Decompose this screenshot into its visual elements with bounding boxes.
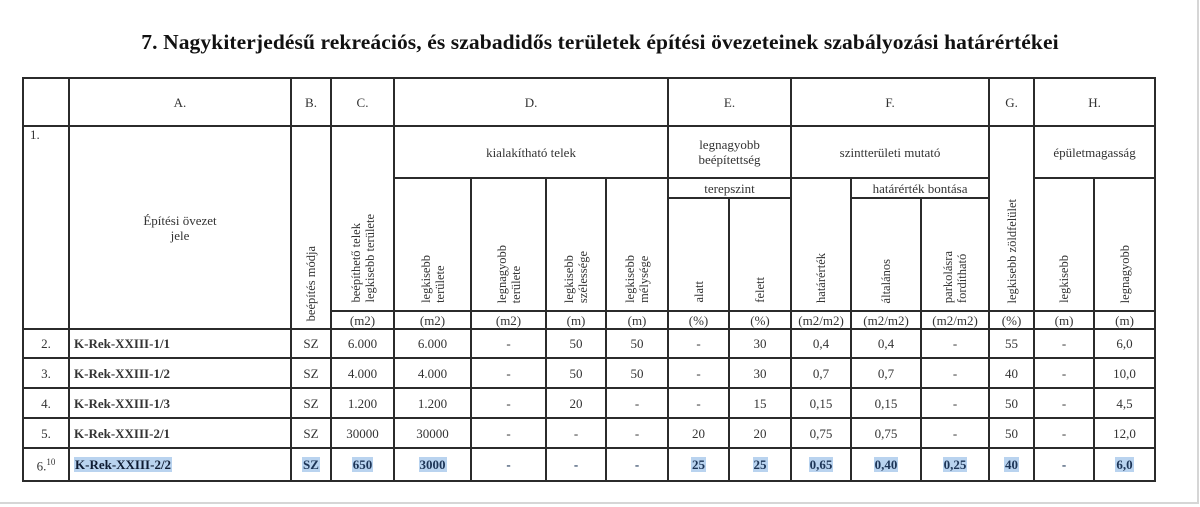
header-f-group: szintterületi mutató bbox=[791, 126, 989, 178]
f-general: 0,40 bbox=[851, 448, 921, 481]
header-d-min-depth: legkisebb mélysége bbox=[606, 178, 668, 311]
f-limit: 0,7 bbox=[791, 358, 851, 388]
d-min-depth: 50 bbox=[606, 329, 668, 358]
f-general: 0,7 bbox=[851, 358, 921, 388]
row-number: 4. bbox=[23, 388, 69, 418]
d-max-area: - bbox=[471, 329, 546, 358]
e-above: 30 bbox=[729, 358, 791, 388]
g-green: 50 bbox=[989, 418, 1034, 448]
unit-h2: (m) bbox=[1094, 311, 1155, 329]
d-min-depth: - bbox=[606, 388, 668, 418]
header-e-group: legnagyobb beépítettség bbox=[668, 126, 791, 178]
d-max-area: - bbox=[471, 358, 546, 388]
col-letter-h: H. bbox=[1034, 78, 1155, 126]
unit-e2: (%) bbox=[729, 311, 791, 329]
d-min-width: 50 bbox=[546, 358, 606, 388]
d-min-width: 20 bbox=[546, 388, 606, 418]
unit-d2: (m2) bbox=[471, 311, 546, 329]
d-min-width: 50 bbox=[546, 329, 606, 358]
unit-g: (%) bbox=[989, 311, 1034, 329]
e-above: 20 bbox=[729, 418, 791, 448]
c-min-area: 30000 bbox=[331, 418, 394, 448]
d-min-depth: 50 bbox=[606, 358, 668, 388]
build-mode: SZ bbox=[291, 418, 331, 448]
row-number: 5. bbox=[23, 418, 69, 448]
header-h-min: legkisebb bbox=[1034, 178, 1094, 311]
g-green: 50 bbox=[989, 388, 1034, 418]
h-min: - bbox=[1034, 418, 1094, 448]
f-limit: 0,15 bbox=[791, 388, 851, 418]
h-max: 6,0 bbox=[1094, 448, 1155, 481]
header-row-number: 1. bbox=[23, 126, 69, 329]
h-min: - bbox=[1034, 358, 1094, 388]
col-letter-g: G. bbox=[989, 78, 1034, 126]
corner-cell bbox=[23, 78, 69, 126]
d-min-width: - bbox=[546, 448, 606, 481]
header-f-limit: határérték bbox=[791, 178, 851, 311]
build-mode: SZ bbox=[291, 448, 331, 481]
d-min-area: 30000 bbox=[394, 418, 471, 448]
f-parking: - bbox=[921, 329, 989, 358]
h-max: 12,0 bbox=[1094, 418, 1155, 448]
d-min-area: 4.000 bbox=[394, 358, 471, 388]
build-mode: SZ bbox=[291, 358, 331, 388]
e-below: - bbox=[668, 329, 729, 358]
d-max-area: - bbox=[471, 448, 546, 481]
header-h-max: legnagyobb bbox=[1094, 178, 1155, 311]
e-above: 25 bbox=[729, 448, 791, 481]
g-green: 55 bbox=[989, 329, 1034, 358]
table-row bbox=[23, 358, 1155, 388]
regulation-table bbox=[22, 77, 1156, 482]
document-title: 7. Nagykiterjedésű rekreációs, és szabadidős területek építési övezeteinek szabályozási határértékei bbox=[141, 30, 1059, 54]
row-number: 3. bbox=[23, 358, 69, 388]
e-below: 20 bbox=[668, 418, 729, 448]
header-d-min-width: legkisebb szélessége bbox=[546, 178, 606, 311]
column-letter-row bbox=[23, 78, 1155, 126]
header-e-below: alatt bbox=[668, 198, 729, 311]
header-e-above: felett bbox=[729, 198, 791, 311]
table-row bbox=[23, 329, 1155, 358]
h-max: 4,5 bbox=[1094, 388, 1155, 418]
zone-code: K-Rek-XXIII-1/2 bbox=[69, 358, 291, 388]
unit-f2: (m2/m2) bbox=[851, 311, 921, 329]
unit-f1: (m2/m2) bbox=[791, 311, 851, 329]
col-letter-b: B. bbox=[291, 78, 331, 126]
col-letter-f: F. bbox=[791, 78, 989, 126]
d-min-area: 1.200 bbox=[394, 388, 471, 418]
unit-d1: (m2) bbox=[394, 311, 471, 329]
h-max: 10,0 bbox=[1094, 358, 1155, 388]
build-mode: SZ bbox=[291, 388, 331, 418]
f-parking: - bbox=[921, 358, 989, 388]
table-row-selected bbox=[23, 448, 1155, 481]
unit-c: (m2) bbox=[331, 311, 394, 329]
header-build-mode: beépítés módja bbox=[291, 126, 331, 329]
e-below: - bbox=[668, 388, 729, 418]
f-limit: 0,65 bbox=[791, 448, 851, 481]
d-min-width: - bbox=[546, 418, 606, 448]
h-max: 6,0 bbox=[1094, 329, 1155, 358]
header-d-group: kialakítható telek bbox=[394, 126, 668, 178]
header-row bbox=[23, 126, 1155, 178]
d-max-area: - bbox=[471, 418, 546, 448]
d-min-depth: - bbox=[606, 418, 668, 448]
d-min-area: 3000 bbox=[394, 448, 471, 481]
g-green: 40 bbox=[989, 448, 1034, 481]
header-c-min-area: beépíthető telek legkisebb területe bbox=[331, 126, 394, 311]
header-f-general: általános bbox=[851, 198, 921, 311]
c-min-area: 4.000 bbox=[331, 358, 394, 388]
e-below: 25 bbox=[668, 448, 729, 481]
h-min: - bbox=[1034, 329, 1094, 358]
g-green: 40 bbox=[989, 358, 1034, 388]
c-min-area: 650 bbox=[331, 448, 394, 481]
f-general: 0,15 bbox=[851, 388, 921, 418]
f-parking: - bbox=[921, 418, 989, 448]
c-min-area: 1.200 bbox=[331, 388, 394, 418]
f-parking: 0,25 bbox=[921, 448, 989, 481]
header-d-min-area: legkisebb területe bbox=[394, 178, 471, 311]
zone-code: K-Rek-XXIII-1/1 bbox=[69, 329, 291, 358]
header-h-group: épületmagasság bbox=[1034, 126, 1155, 178]
f-limit: 0,75 bbox=[791, 418, 851, 448]
build-mode: SZ bbox=[291, 329, 331, 358]
zone-code: K-Rek-XXIII-2/2 bbox=[69, 448, 291, 481]
row-number: 2. bbox=[23, 329, 69, 358]
f-general: 0,75 bbox=[851, 418, 921, 448]
table-row bbox=[23, 388, 1155, 418]
zone-code: K-Rek-XXIII-1/3 bbox=[69, 388, 291, 418]
h-min: - bbox=[1034, 388, 1094, 418]
f-limit: 0,4 bbox=[791, 329, 851, 358]
e-above: 30 bbox=[729, 329, 791, 358]
unit-e1: (%) bbox=[668, 311, 729, 329]
header-g-green: legkisebb zöldfelület bbox=[989, 126, 1034, 311]
d-min-depth: - bbox=[606, 448, 668, 481]
f-general: 0,4 bbox=[851, 329, 921, 358]
table-row bbox=[23, 418, 1155, 448]
col-letter-e: E. bbox=[668, 78, 791, 126]
col-letter-d: D. bbox=[394, 78, 668, 126]
unit-d4: (m) bbox=[606, 311, 668, 329]
unit-d3: (m) bbox=[546, 311, 606, 329]
row-number: 6.10 bbox=[23, 448, 69, 481]
zone-code: K-Rek-XXIII-2/1 bbox=[69, 418, 291, 448]
unit-f3: (m2/m2) bbox=[921, 311, 989, 329]
header-f-parking: parkolásra fordítható bbox=[921, 198, 989, 311]
footnote-ref[interactable]: 10 bbox=[46, 457, 56, 468]
col-letter-c: C. bbox=[331, 78, 394, 126]
d-min-area: 6.000 bbox=[394, 329, 471, 358]
f-parking: - bbox=[921, 388, 989, 418]
header-f-breakdown: határérték bontása bbox=[851, 178, 989, 198]
col-letter-a: A. bbox=[69, 78, 291, 126]
e-below: - bbox=[668, 358, 729, 388]
unit-h1: (m) bbox=[1034, 311, 1094, 329]
header-zone: Építési övezet jele bbox=[69, 126, 291, 329]
h-min: - bbox=[1034, 448, 1094, 481]
header-d-max-area: legnagyobb területe bbox=[471, 178, 546, 311]
e-above: 15 bbox=[729, 388, 791, 418]
d-max-area: - bbox=[471, 388, 546, 418]
c-min-area: 6.000 bbox=[331, 329, 394, 358]
header-e-terrain: terepszint bbox=[668, 178, 791, 198]
